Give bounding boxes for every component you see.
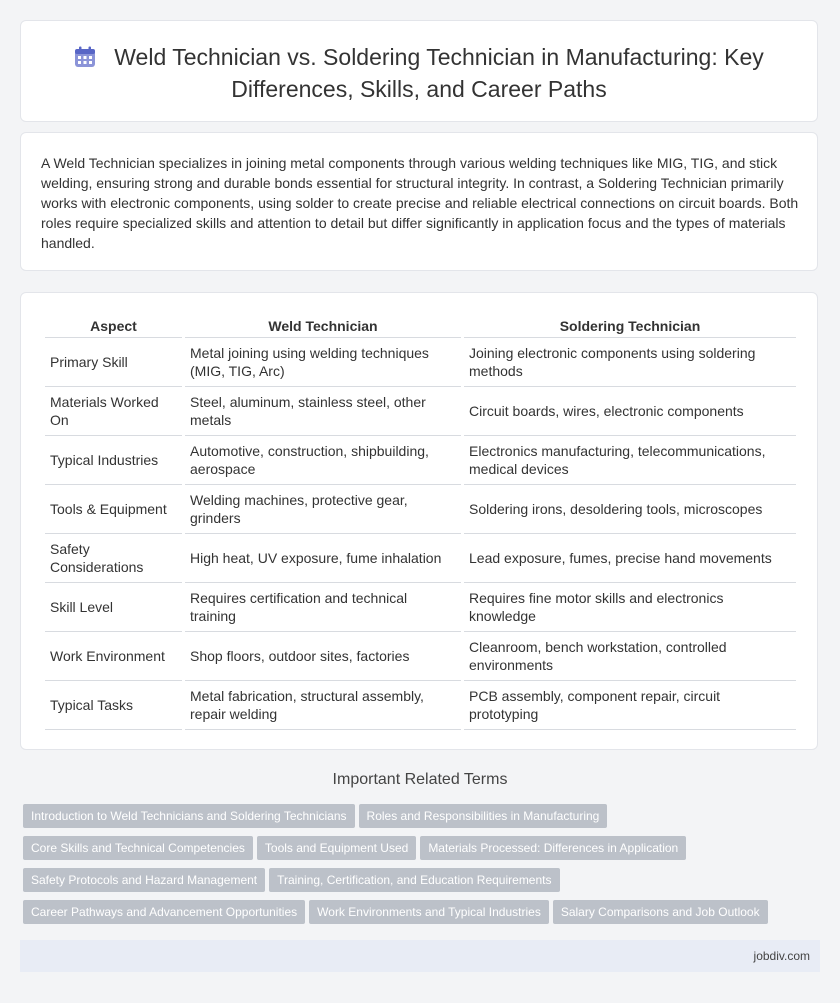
- weld-cell: Shop floors, outdoor sites, factories: [185, 632, 461, 681]
- related-term-tag[interactable]: Roles and Responsibilities in Manufacturing: [359, 804, 608, 828]
- related-term-tag[interactable]: Salary Comparisons and Job Outlook: [553, 900, 768, 924]
- tag-row: [23, 868, 813, 900]
- weld-cell: Automotive, construction, shipbuilding, aerospace: [185, 436, 461, 485]
- intro-card: [20, 132, 818, 271]
- related-term-tag[interactable]: Core Skills and Technical Competencies: [23, 836, 253, 860]
- related-terms-list: [23, 804, 813, 932]
- aspect-cell: Materials Worked On: [45, 387, 182, 436]
- related-term-tag[interactable]: Tools and Equipment Used: [257, 836, 416, 860]
- table-row: [45, 681, 796, 730]
- table-row: [45, 632, 796, 681]
- tag-row: [23, 900, 813, 932]
- weld-cell: Welding machines, protective gear, grinders: [185, 485, 461, 534]
- intro-text: A Weld Technician specializes in joining metal components through various welding techniques like MIG, TIG, and stick welding, ensuring strong and durable bonds essential for structural integrity. In contrast, a Soldering Technician primarily works with electronic components, using solder to create precise and reliable electrical connections on circuit boards. Both roles require specialized skills and attention to detail but differ significantly in application focus and the types of materials handled.: [41, 155, 799, 251]
- tag-row: [23, 836, 813, 868]
- soldering-cell: Requires fine motor skills and electronics knowledge: [464, 583, 796, 632]
- table-row: [45, 436, 796, 485]
- aspect-cell: Tools & Equipment: [45, 485, 182, 534]
- table-header-row: [45, 315, 796, 338]
- weld-cell: High heat, UV exposure, fume inhalation: [185, 534, 461, 583]
- footer-site-link[interactable]: jobdiv.com: [753, 949, 810, 963]
- footer: [20, 940, 820, 972]
- soldering-cell: PCB assembly, component repair, circuit prototyping: [464, 681, 796, 730]
- related-term-tag[interactable]: Materials Processed: Differences in Application: [420, 836, 686, 860]
- weld-cell: Metal fabrication, structural assembly, repair welding: [185, 681, 461, 730]
- header-aspect: Aspect: [45, 315, 182, 338]
- page-title: Weld Technician vs. Soldering Technician in Manufacturing: Key Differences, Skills, and Career Paths: [114, 44, 764, 102]
- soldering-cell: Circuit boards, wires, electronic components: [464, 387, 796, 436]
- table-row: [45, 485, 796, 534]
- aspect-cell: Work Environment: [45, 632, 182, 681]
- comparison-card: [20, 292, 818, 750]
- aspect-cell: Typical Industries: [45, 436, 182, 485]
- table-row: [45, 583, 796, 632]
- comparison-table: [42, 315, 799, 730]
- soldering-cell: Soldering irons, desoldering tools, microscopes: [464, 485, 796, 534]
- aspect-cell: Skill Level: [45, 583, 182, 632]
- table-row: [45, 387, 796, 436]
- aspect-cell: Typical Tasks: [45, 681, 182, 730]
- table-row: [45, 534, 796, 583]
- weld-cell: Metal joining using welding techniques (MIG, TIG, Arc): [185, 338, 461, 387]
- table-row: [45, 338, 796, 387]
- aspect-cell: Safety Considerations: [45, 534, 182, 583]
- soldering-cell: Electronics manufacturing, telecommunications, medical devices: [464, 436, 796, 485]
- soldering-cell: Cleanroom, bench workstation, controlled environments: [464, 632, 796, 681]
- related-term-tag[interactable]: Safety Protocols and Hazard Management: [23, 868, 265, 892]
- calendar-icon: [74, 46, 96, 75]
- tag-row: [23, 804, 813, 836]
- related-term-tag[interactable]: Introduction to Weld Technicians and Soldering Technicians: [23, 804, 355, 828]
- related-terms-title: Important Related Terms: [332, 771, 508, 788]
- title-card: [20, 20, 818, 122]
- weld-cell: Steel, aluminum, stainless steel, other metals: [185, 387, 461, 436]
- related-term-tag[interactable]: Training, Certification, and Education Requirements: [269, 868, 559, 892]
- header-soldering-technician: Soldering Technician: [464, 315, 796, 338]
- soldering-cell: Lead exposure, fumes, precise hand movements: [464, 534, 796, 583]
- related-term-tag[interactable]: Career Pathways and Advancement Opportunities: [23, 900, 305, 924]
- weld-cell: Requires certification and technical training: [185, 583, 461, 632]
- soldering-cell: Joining electronic components using soldering methods: [464, 338, 796, 387]
- aspect-cell: Primary Skill: [45, 338, 182, 387]
- page-title-wrap: [21, 43, 817, 104]
- header-weld-technician: Weld Technician: [185, 315, 461, 338]
- related-term-tag[interactable]: Work Environments and Typical Industries: [309, 900, 549, 924]
